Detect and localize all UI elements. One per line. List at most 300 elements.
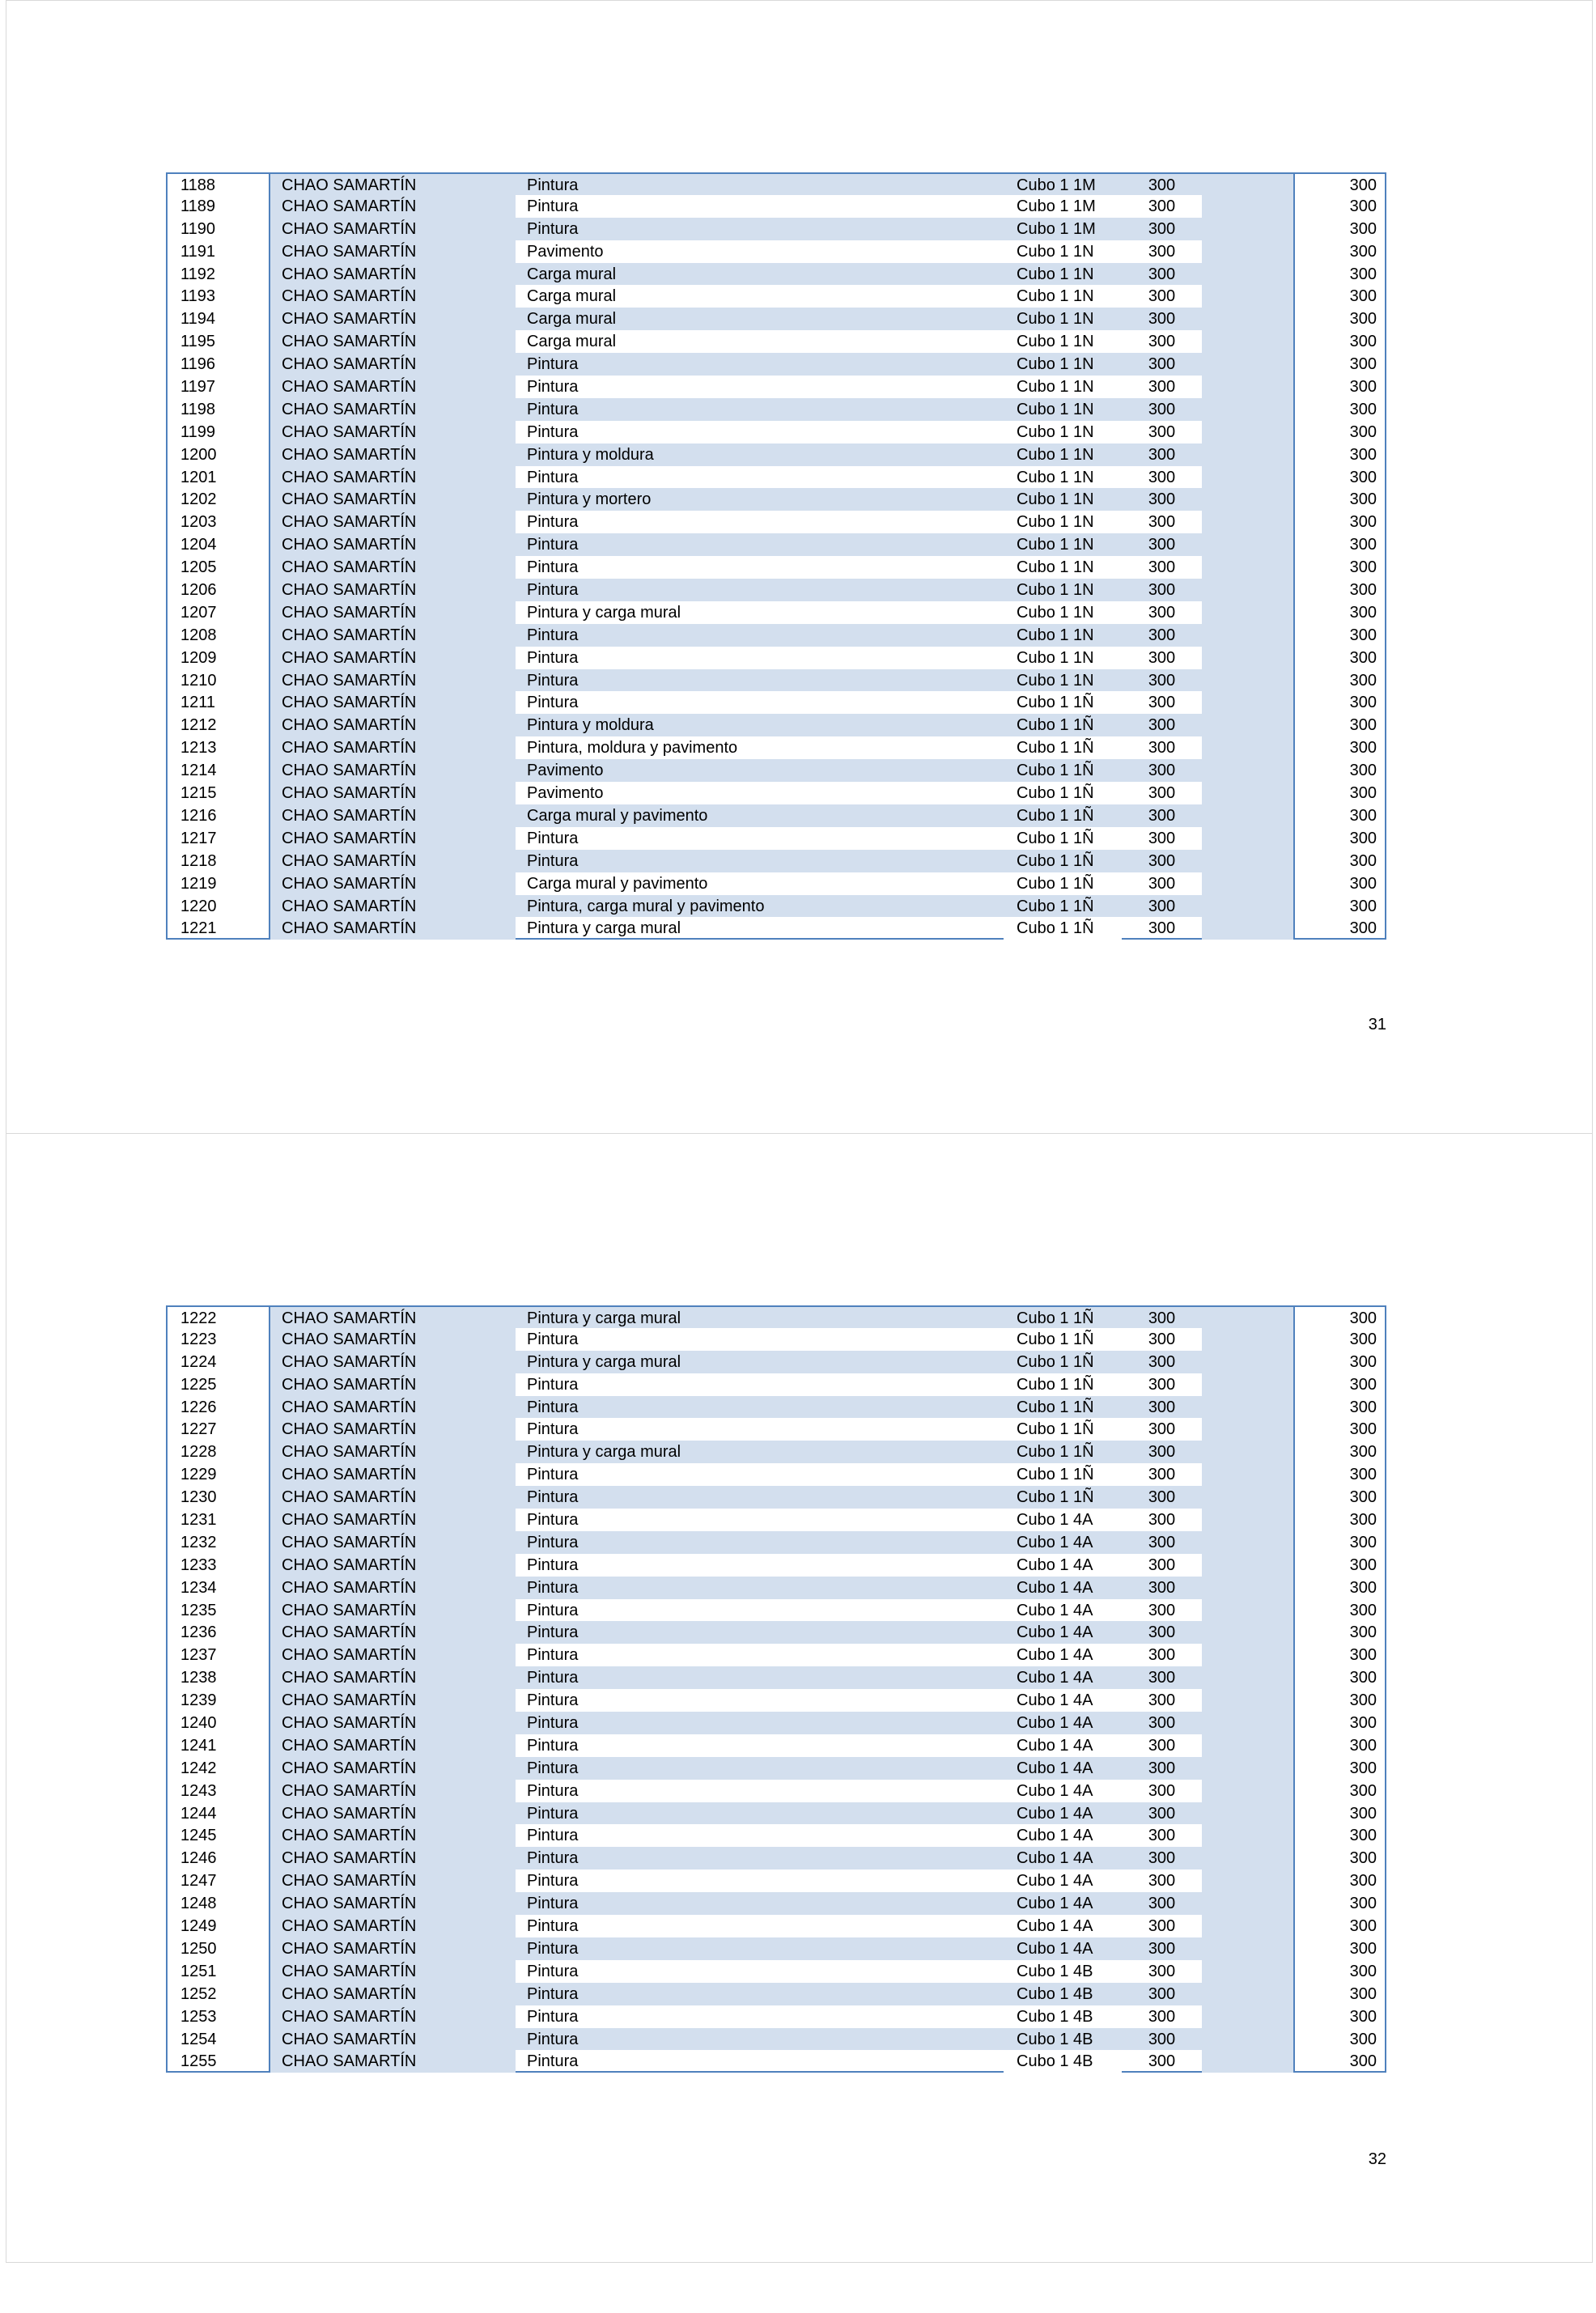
table-row (166, 1328, 1386, 1351)
record-number-cell: 1237 (166, 1644, 269, 1666)
value-cell: 300 (1122, 1305, 1202, 1328)
location-cell: Cubo 1 1N (1004, 579, 1122, 601)
description-cell: Pintura, moldura y pavimento (516, 736, 1004, 759)
empty-cell (1202, 1915, 1293, 1937)
site-cell: CHAO SAMARTÍN (269, 2028, 516, 2051)
empty-cell (1202, 1937, 1293, 1960)
value-cell: 300 (1122, 1554, 1202, 1577)
table-row (166, 511, 1386, 533)
inventory-table (166, 1305, 1386, 2073)
record-number-cell: 1250 (166, 1937, 269, 1960)
location-cell: Cubo 1 1N (1004, 444, 1122, 466)
empty-cell (1202, 1666, 1293, 1689)
value-cell: 300 (1122, 1666, 1202, 1689)
site-cell: CHAO SAMARTÍN (269, 421, 516, 444)
description-cell: Pintura (516, 511, 1004, 533)
description-cell: Pintura (516, 1666, 1004, 1689)
site-cell: CHAO SAMARTÍN (269, 1712, 516, 1734)
location-cell: Cubo 1 1N (1004, 353, 1122, 376)
table-row (166, 1577, 1386, 1599)
document-page-32 (6, 1133, 1593, 2263)
record-number-cell: 1233 (166, 1554, 269, 1577)
record-number-cell: 1206 (166, 579, 269, 601)
value-cell: 300 (1122, 488, 1202, 511)
description-cell: Pintura (516, 1689, 1004, 1712)
location-cell: Cubo 1 4A (1004, 1757, 1122, 1780)
total-cell: 300 (1293, 782, 1386, 804)
value-cell: 300 (1122, 2005, 1202, 2028)
total-cell: 300 (1293, 511, 1386, 533)
value-cell: 300 (1122, 1960, 1202, 1983)
empty-cell (1202, 1824, 1293, 1847)
value-cell: 300 (1122, 1577, 1202, 1599)
total-cell: 300 (1293, 488, 1386, 511)
description-cell: Carga mural y pavimento (516, 804, 1004, 827)
table-row (166, 872, 1386, 895)
record-number-cell: 1252 (166, 1983, 269, 2005)
record-number-cell: 1241 (166, 1734, 269, 1757)
location-cell: Cubo 1 4A (1004, 1599, 1122, 1622)
location-cell: Cubo 1 1Ñ (1004, 1396, 1122, 1419)
value-cell: 300 (1122, 240, 1202, 263)
location-cell: Cubo 1 4A (1004, 1824, 1122, 1847)
site-cell: CHAO SAMARTÍN (269, 1486, 516, 1509)
value-cell: 300 (1122, 759, 1202, 782)
total-cell: 300 (1293, 398, 1386, 421)
table-row (166, 782, 1386, 804)
description-cell: Pintura (516, 1396, 1004, 1419)
value-cell: 300 (1122, 827, 1202, 850)
total-cell: 300 (1293, 1780, 1386, 1802)
description-cell: Pintura (516, 195, 1004, 218)
table-row (166, 736, 1386, 759)
table-row (166, 533, 1386, 556)
total-cell: 300 (1293, 1351, 1386, 1373)
site-cell: CHAO SAMARTÍN (269, 804, 516, 827)
total-cell: 300 (1293, 691, 1386, 714)
site-cell: CHAO SAMARTÍN (269, 624, 516, 647)
description-cell: Pintura (516, 1554, 1004, 1577)
value-cell: 300 (1122, 647, 1202, 669)
total-cell: 300 (1293, 466, 1386, 489)
total-cell: 300 (1293, 421, 1386, 444)
location-cell: Cubo 1 1Ñ (1004, 1463, 1122, 1486)
record-number-cell: 1231 (166, 1509, 269, 1531)
location-cell: Cubo 1 1N (1004, 240, 1122, 263)
description-cell: Pintura (516, 1824, 1004, 1847)
table-row (166, 466, 1386, 489)
empty-cell (1202, 1960, 1293, 1983)
record-number-cell: 1246 (166, 1847, 269, 1869)
empty-cell (1202, 1892, 1293, 1915)
empty-cell (1202, 1712, 1293, 1734)
total-cell: 300 (1293, 895, 1386, 918)
total-cell: 300 (1293, 2005, 1386, 2028)
table-row (166, 1621, 1386, 1644)
total-cell: 300 (1293, 1666, 1386, 1689)
total-cell: 300 (1293, 1509, 1386, 1531)
description-cell: Pintura (516, 1712, 1004, 1734)
location-cell: Cubo 1 1N (1004, 285, 1122, 308)
site-cell: CHAO SAMARTÍN (269, 1621, 516, 1644)
description-cell: Pintura (516, 2050, 1004, 2073)
site-cell: CHAO SAMARTÍN (269, 533, 516, 556)
description-cell: Pintura (516, 1463, 1004, 1486)
description-cell: Pintura (516, 533, 1004, 556)
record-number-cell: 1209 (166, 647, 269, 669)
value-cell: 300 (1122, 850, 1202, 872)
description-cell: Pintura (516, 624, 1004, 647)
record-number-cell: 1216 (166, 804, 269, 827)
table-row (166, 579, 1386, 601)
total-cell: 300 (1293, 1621, 1386, 1644)
total-cell: 300 (1293, 1577, 1386, 1599)
empty-cell (1202, 1802, 1293, 1825)
description-cell: Pintura y carga mural (516, 601, 1004, 624)
description-cell: Pintura y moldura (516, 714, 1004, 736)
total-cell: 300 (1293, 850, 1386, 872)
record-number-cell: 1222 (166, 1305, 269, 1328)
total-cell: 300 (1293, 218, 1386, 240)
location-cell: Cubo 1 1Ñ (1004, 804, 1122, 827)
location-cell: Cubo 1 1Ñ (1004, 850, 1122, 872)
site-cell: CHAO SAMARTÍN (269, 240, 516, 263)
total-cell: 300 (1293, 1644, 1386, 1666)
value-cell: 300 (1122, 1780, 1202, 1802)
empty-cell (1202, 1509, 1293, 1531)
empty-cell (1202, 1418, 1293, 1441)
description-cell: Pintura (516, 1373, 1004, 1396)
site-cell: CHAO SAMARTÍN (269, 601, 516, 624)
location-cell: Cubo 1 1N (1004, 533, 1122, 556)
site-cell: CHAO SAMARTÍN (269, 1463, 516, 1486)
site-cell: CHAO SAMARTÍN (269, 714, 516, 736)
description-cell: Pintura (516, 1734, 1004, 1757)
site-cell: CHAO SAMARTÍN (269, 1644, 516, 1666)
table-row (166, 1441, 1386, 1463)
description-cell: Pintura (516, 556, 1004, 579)
location-cell: Cubo 1 1Ñ (1004, 872, 1122, 895)
table-row (166, 1757, 1386, 1780)
site-cell: CHAO SAMARTÍN (269, 218, 516, 240)
table-row (166, 1780, 1386, 1802)
value-cell: 300 (1122, 624, 1202, 647)
location-cell: Cubo 1 4A (1004, 1509, 1122, 1531)
location-cell: Cubo 1 1N (1004, 556, 1122, 579)
location-cell: Cubo 1 1M (1004, 172, 1122, 195)
site-cell: CHAO SAMARTÍN (269, 872, 516, 895)
record-number-cell: 1228 (166, 1441, 269, 1463)
empty-cell (1202, 624, 1293, 647)
location-cell: Cubo 1 1N (1004, 488, 1122, 511)
value-cell: 300 (1122, 466, 1202, 489)
table-row (166, 1486, 1386, 1509)
value-cell: 300 (1122, 1689, 1202, 1712)
description-cell: Pintura y carga mural (516, 917, 1004, 940)
value-cell: 300 (1122, 218, 1202, 240)
empty-cell (1202, 511, 1293, 533)
value-cell: 300 (1122, 263, 1202, 286)
site-cell: CHAO SAMARTÍN (269, 1328, 516, 1351)
description-cell: Pintura (516, 1802, 1004, 1825)
table-row (166, 263, 1386, 286)
total-cell: 300 (1293, 1892, 1386, 1915)
table-row (166, 1531, 1386, 1554)
total-cell: 300 (1293, 1531, 1386, 1554)
table-row (166, 601, 1386, 624)
description-cell: Pintura (516, 398, 1004, 421)
value-cell: 300 (1122, 1644, 1202, 1666)
location-cell: Cubo 1 1N (1004, 669, 1122, 692)
location-cell: Cubo 1 1N (1004, 511, 1122, 533)
location-cell: Cubo 1 1Ñ (1004, 1418, 1122, 1441)
table-row (166, 1960, 1386, 1983)
description-cell: Pintura y carga mural (516, 1441, 1004, 1463)
value-cell: 300 (1122, 917, 1202, 940)
inventory-table (166, 172, 1386, 940)
location-cell: Cubo 1 1Ñ (1004, 691, 1122, 714)
description-cell: Pintura (516, 1418, 1004, 1441)
record-number-cell: 1203 (166, 511, 269, 533)
table-row (166, 488, 1386, 511)
value-cell: 300 (1122, 1418, 1202, 1441)
total-cell: 300 (1293, 533, 1386, 556)
description-cell: Pintura (516, 1847, 1004, 1869)
table-row (166, 917, 1386, 940)
record-number-cell: 1248 (166, 1892, 269, 1915)
table-row (166, 1847, 1386, 1869)
description-cell: Pintura (516, 1644, 1004, 1666)
value-cell: 300 (1122, 172, 1202, 195)
location-cell: Cubo 1 1N (1004, 398, 1122, 421)
description-cell: Pavimento (516, 240, 1004, 263)
empty-cell (1202, 556, 1293, 579)
site-cell: CHAO SAMARTÍN (269, 895, 516, 918)
site-cell: CHAO SAMARTÍN (269, 691, 516, 714)
site-cell: CHAO SAMARTÍN (269, 511, 516, 533)
site-cell: CHAO SAMARTÍN (269, 1577, 516, 1599)
empty-cell (1202, 1869, 1293, 1892)
description-cell: Carga mural (516, 308, 1004, 330)
value-cell: 300 (1122, 1509, 1202, 1531)
table-row (166, 1983, 1386, 2005)
total-cell: 300 (1293, 1712, 1386, 1734)
table-row (166, 1666, 1386, 1689)
empty-cell (1202, 1554, 1293, 1577)
site-cell: CHAO SAMARTÍN (269, 1396, 516, 1419)
table-row (166, 691, 1386, 714)
record-number-cell: 1236 (166, 1621, 269, 1644)
total-cell: 300 (1293, 579, 1386, 601)
location-cell: Cubo 1 1N (1004, 466, 1122, 489)
total-cell: 300 (1293, 1960, 1386, 1983)
empty-cell (1202, 1757, 1293, 1780)
description-cell: Pintura (516, 172, 1004, 195)
empty-cell (1202, 1531, 1293, 1554)
location-cell: Cubo 1 1N (1004, 263, 1122, 286)
site-cell: CHAO SAMARTÍN (269, 1960, 516, 1983)
value-cell: 300 (1122, 556, 1202, 579)
total-cell: 300 (1293, 2050, 1386, 2073)
value-cell: 300 (1122, 195, 1202, 218)
empty-cell (1202, 330, 1293, 353)
value-cell: 300 (1122, 1983, 1202, 2005)
record-number-cell: 1208 (166, 624, 269, 647)
description-cell: Pintura (516, 376, 1004, 398)
description-cell: Pavimento (516, 782, 1004, 804)
total-cell: 300 (1293, 1689, 1386, 1712)
value-cell: 300 (1122, 782, 1202, 804)
site-cell: CHAO SAMARTÍN (269, 2050, 516, 2073)
record-number-cell: 1253 (166, 2005, 269, 2028)
total-cell: 300 (1293, 376, 1386, 398)
empty-cell (1202, 917, 1293, 940)
value-cell: 300 (1122, 2050, 1202, 2073)
value-cell: 300 (1122, 1802, 1202, 1825)
site-cell: CHAO SAMARTÍN (269, 1373, 516, 1396)
description-cell: Pintura (516, 1937, 1004, 1960)
table-row (166, 353, 1386, 376)
site-cell: CHAO SAMARTÍN (269, 647, 516, 669)
site-cell: CHAO SAMARTÍN (269, 2005, 516, 2028)
location-cell: Cubo 1 4B (1004, 1960, 1122, 1983)
empty-cell (1202, 1599, 1293, 1622)
total-cell: 300 (1293, 1757, 1386, 1780)
value-cell: 300 (1122, 398, 1202, 421)
record-number-cell: 1201 (166, 466, 269, 489)
table-row (166, 398, 1386, 421)
total-cell: 300 (1293, 736, 1386, 759)
site-cell: CHAO SAMARTÍN (269, 353, 516, 376)
site-cell: CHAO SAMARTÍN (269, 444, 516, 466)
value-cell: 300 (1122, 1373, 1202, 1396)
record-number-cell: 1249 (166, 1915, 269, 1937)
record-number-cell: 1213 (166, 736, 269, 759)
record-number-cell: 1230 (166, 1486, 269, 1509)
total-cell: 300 (1293, 1802, 1386, 1825)
table-row (166, 218, 1386, 240)
table-row (166, 1373, 1386, 1396)
site-cell: CHAO SAMARTÍN (269, 398, 516, 421)
document-page-31 (6, 0, 1593, 1135)
empty-cell (1202, 1621, 1293, 1644)
record-number-cell: 1210 (166, 669, 269, 692)
table-row (166, 444, 1386, 466)
site-cell: CHAO SAMARTÍN (269, 1915, 516, 1937)
description-cell: Pintura (516, 1577, 1004, 1599)
total-cell: 300 (1293, 759, 1386, 782)
location-cell: Cubo 1 4B (1004, 2050, 1122, 2073)
site-cell: CHAO SAMARTÍN (269, 556, 516, 579)
location-cell: Cubo 1 4A (1004, 1712, 1122, 1734)
record-number-cell: 1232 (166, 1531, 269, 1554)
description-cell: Pintura (516, 218, 1004, 240)
value-cell: 300 (1122, 1441, 1202, 1463)
record-number-cell: 1211 (166, 691, 269, 714)
total-cell: 300 (1293, 669, 1386, 692)
total-cell: 300 (1293, 172, 1386, 195)
location-cell: Cubo 1 1Ñ (1004, 1328, 1122, 1351)
empty-cell (1202, 669, 1293, 692)
total-cell: 300 (1293, 1983, 1386, 2005)
empty-cell (1202, 376, 1293, 398)
description-cell: Pintura (516, 466, 1004, 489)
empty-cell (1202, 1847, 1293, 1869)
total-cell: 300 (1293, 444, 1386, 466)
value-cell: 300 (1122, 330, 1202, 353)
table-row (166, 1869, 1386, 1892)
total-cell: 300 (1293, 1915, 1386, 1937)
description-cell: Pintura (516, 1780, 1004, 1802)
empty-cell (1202, 895, 1293, 918)
empty-cell (1202, 1734, 1293, 1757)
location-cell: Cubo 1 4A (1004, 1666, 1122, 1689)
record-number-cell: 1195 (166, 330, 269, 353)
empty-cell (1202, 466, 1293, 489)
total-cell: 300 (1293, 827, 1386, 850)
total-cell: 300 (1293, 263, 1386, 286)
empty-cell (1202, 1463, 1293, 1486)
site-cell: CHAO SAMARTÍN (269, 488, 516, 511)
site-cell: CHAO SAMARTÍN (269, 1757, 516, 1780)
value-cell: 300 (1122, 736, 1202, 759)
record-number-cell: 1224 (166, 1351, 269, 1373)
record-number-cell: 1223 (166, 1328, 269, 1351)
site-cell: CHAO SAMARTÍN (269, 1441, 516, 1463)
value-cell: 300 (1122, 421, 1202, 444)
description-cell: Pintura (516, 1531, 1004, 1554)
value-cell: 300 (1122, 1824, 1202, 1847)
total-cell: 300 (1293, 1396, 1386, 1419)
site-cell: CHAO SAMARTÍN (269, 172, 516, 195)
site-cell: CHAO SAMARTÍN (269, 1869, 516, 1892)
location-cell: Cubo 1 4A (1004, 1915, 1122, 1937)
table-row (166, 2050, 1386, 2073)
table-row (166, 2028, 1386, 2051)
record-number-cell: 1221 (166, 917, 269, 940)
site-cell: CHAO SAMARTÍN (269, 1892, 516, 1915)
record-number-cell: 1255 (166, 2050, 269, 2073)
empty-cell (1202, 488, 1293, 511)
record-number-cell: 1194 (166, 308, 269, 330)
location-cell: Cubo 1 1Ñ (1004, 714, 1122, 736)
record-number-cell: 1200 (166, 444, 269, 466)
description-cell: Pintura (516, 1757, 1004, 1780)
site-cell: CHAO SAMARTÍN (269, 1937, 516, 1960)
empty-cell (1202, 1780, 1293, 1802)
page-number: 31 (1368, 1016, 1386, 1033)
location-cell: Cubo 1 1N (1004, 308, 1122, 330)
empty-cell (1202, 579, 1293, 601)
site-cell: CHAO SAMARTÍN (269, 1418, 516, 1441)
empty-cell (1202, 195, 1293, 218)
site-cell: CHAO SAMARTÍN (269, 1689, 516, 1712)
empty-cell (1202, 285, 1293, 308)
empty-cell (1202, 759, 1293, 782)
location-cell: Cubo 1 1N (1004, 330, 1122, 353)
table-row (166, 1644, 1386, 1666)
location-cell: Cubo 1 4A (1004, 1892, 1122, 1915)
site-cell: CHAO SAMARTÍN (269, 1734, 516, 1757)
location-cell: Cubo 1 4A (1004, 1847, 1122, 1869)
record-number-cell: 1196 (166, 353, 269, 376)
description-cell: Pintura (516, 850, 1004, 872)
description-cell: Carga mural (516, 263, 1004, 286)
description-cell: Pintura y carga mural (516, 1351, 1004, 1373)
site-cell: CHAO SAMARTÍN (269, 827, 516, 850)
record-number-cell: 1226 (166, 1396, 269, 1419)
record-number-cell: 1204 (166, 533, 269, 556)
